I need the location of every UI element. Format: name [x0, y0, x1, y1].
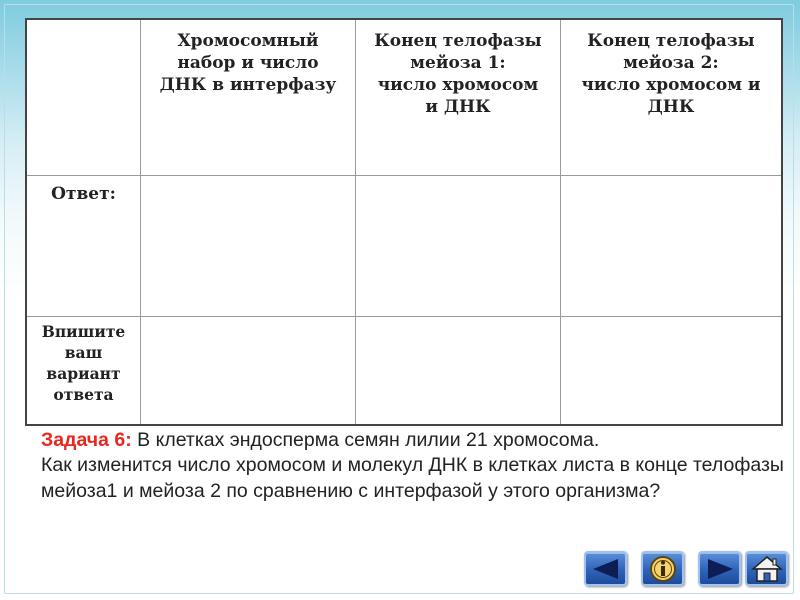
header-cell-meiosis-1: Конец телофазы мейоза 1: число хромосом и ДНК: [374, 31, 542, 118]
grid-line: [27, 316, 781, 317]
header-cell-interphase: Хромосомный набор и число ДНК в интерфазу: [159, 31, 337, 96]
header-cell-empty: [27, 20, 140, 175]
header-cell-meiosis-2: Конец телофазы мейоза 2: число хромосом и ДНК: [581, 31, 761, 118]
home-button[interactable]: [745, 551, 788, 586]
answer-cell-meiosis-2[interactable]: [571, 183, 771, 305]
task-text: [41, 428, 791, 504]
prev-button[interactable]: [584, 551, 627, 586]
info-button[interactable]: [641, 551, 684, 586]
triangle-left-icon: [589, 557, 623, 581]
house-icon: [750, 554, 784, 584]
input-cell-interphase[interactable]: [143, 319, 353, 423]
grid-line: [27, 175, 781, 176]
answer-cell-interphase[interactable]: [153, 183, 343, 305]
input-cell-meiosis-1[interactable]: [358, 319, 558, 423]
triangle-right-icon: [703, 557, 737, 581]
row-label-answer: Ответ:: [51, 184, 116, 204]
task-body: Как изменится число хромосом и молекул ДНК в клетках листа в конце телофазы мейоза1 и мейоза 2 по сравнению с интерфазой у этого организма?: [41, 454, 784, 502]
task-title: Задача 6:: [41, 429, 132, 451]
task-first-line: В клетках эндосперма семян лилии 21 хромосома.: [131, 429, 600, 451]
answer-table: [25, 18, 783, 426]
info-icon: [646, 554, 680, 584]
answer-cell-meiosis-1[interactable]: [365, 183, 551, 305]
next-button[interactable]: [698, 551, 741, 586]
row-label-your-answer: Впишите ваш вариант ответа: [41, 322, 126, 404]
input-cell-meiosis-2[interactable]: [563, 319, 779, 423]
